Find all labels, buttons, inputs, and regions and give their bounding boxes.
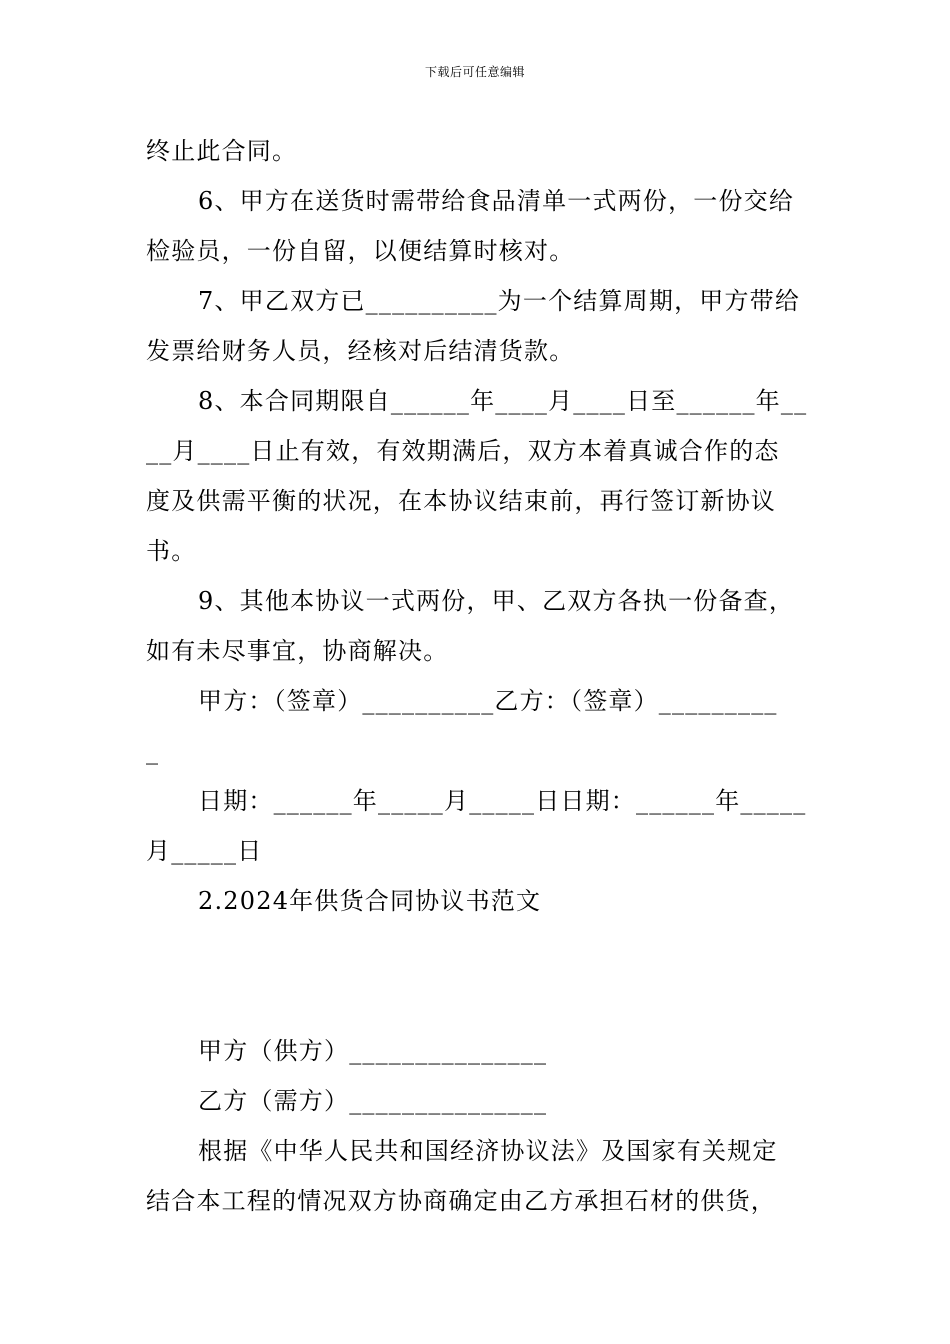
section-title: 2.2024年供货合同协议书范文 [198, 887, 542, 915]
text-line: 书。 [146, 537, 197, 565]
spacer [146, 926, 808, 1026]
page-header: 下载后可任意编辑 [424, 65, 525, 79]
text-line: 如有未尽事宜，协商解决。 [146, 637, 449, 665]
clause-6: 6、甲方在送货时需带给食品清单一式两份，一份交给 [198, 187, 795, 215]
intro-paragraph: 根据《中华人民共和国经济协议法》及国家有关规定 [198, 1137, 778, 1165]
document-body [146, 126, 808, 1226]
text-line: 发票给财务人员，经核对后结清货款。 [146, 337, 575, 365]
clause-9: 9、其他本协议一式两份，甲、乙双方各执一份备查， [198, 587, 795, 615]
party-b-line: 乙方（需方）_______________ [198, 1087, 548, 1115]
text-line: __月____日止有效，有效期满后，双方本着真诚合作的态 [146, 437, 780, 465]
text-line: 终止此合同。 [146, 137, 298, 165]
signature-line: 甲方：（签章）__________乙方：（签章）_________ [198, 687, 778, 715]
date-line: 日期：______年_____月_____日日期：______年_____ [198, 787, 807, 815]
text-line: 结合本工程的情况双方协商确定由乙方承担石材的供货， [146, 1187, 776, 1215]
text-line: _ [146, 737, 160, 765]
clause-7: 7、甲乙双方已__________为一个结算周期，甲方带给 [198, 287, 801, 315]
clause-8: 8、本合同期限自______年____月____日至______年__ [198, 387, 808, 415]
text-line: 月_____日 [146, 837, 263, 865]
text-line: 检验员，一份自留，以便结算时核对。 [146, 237, 575, 265]
party-a-line: 甲方（供方）_______________ [198, 1037, 548, 1065]
text-line: 度及供需平衡的状况，在本协议结束前，再行签订新协议 [146, 487, 776, 515]
